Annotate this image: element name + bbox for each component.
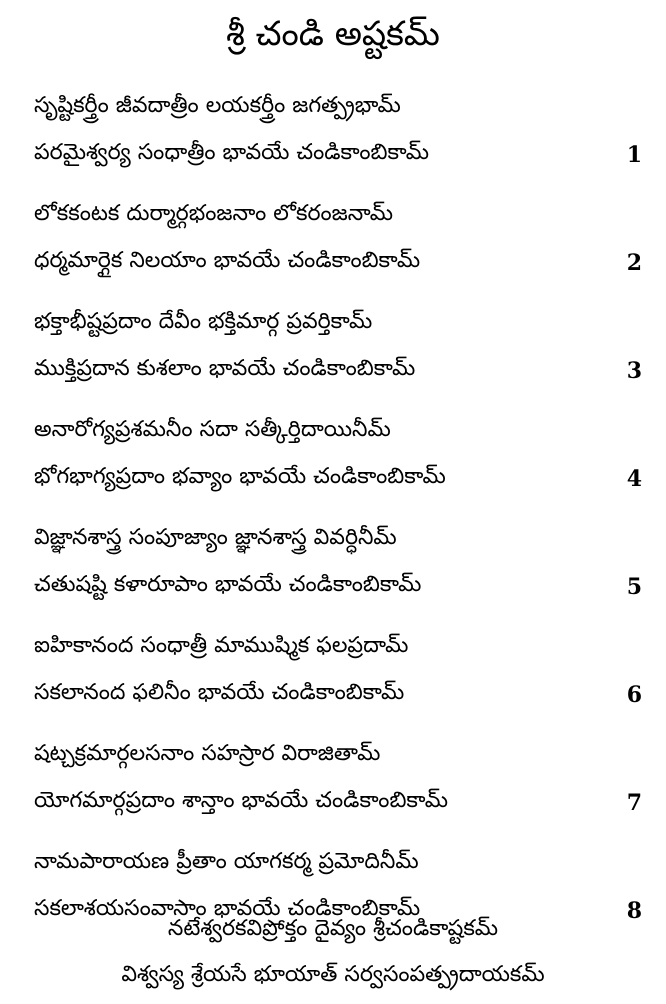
verse-number: 3 xyxy=(626,358,642,384)
verse-line: ముక్తిప్రదాన కుశలాం భావయే చండికాంబికామ్ xyxy=(34,356,416,381)
verse-2 xyxy=(34,196,646,304)
closing-line: విశ్వస్య శ్రేయసే భూయాత్ సర్వసంపత్ప్రదాయకమ్ xyxy=(121,962,545,987)
verse-line: అనారోగ్యప్రశమనీం సదా సత్కీర్తిదాయినీమ్ xyxy=(34,417,391,442)
verse-line: పరమైశ్వర్య సంధాత్రీం భావయే చండికాంబికామ్ xyxy=(34,140,430,165)
verse-number: 6 xyxy=(626,682,642,708)
verse-line: లోకకంటక దుర్మార్గభంజనాం లోకరంజనామ్ xyxy=(34,201,394,226)
verse-line: విజ్ఞానశాస్త్ర సంపూజ్యాం జ్ఞానశాస్త్ర వివర్ధినీమ్ xyxy=(34,525,397,550)
verse-line: చతుషష్టి కళారూపాం భావయే చండికాంబికామ్ xyxy=(34,572,422,597)
verse-6 xyxy=(34,628,646,736)
verse-line: సృష్టికర్త్రీం జీవదాత్రీం లయకర్త్రీం జగత్ప్రభామ్ xyxy=(34,93,401,118)
verse-1 xyxy=(34,88,646,196)
verse-number: 1 xyxy=(626,142,642,168)
verse-line: సకలాశయసంవాసాం భావయే చండికాంబికామ్ xyxy=(34,896,421,921)
verse-number: 2 xyxy=(626,250,642,276)
verse-line: యోగమార్గప్రదాం శాన్తాం భావయే చండికాంబికామ్ xyxy=(34,788,448,813)
verse-7 xyxy=(34,736,646,844)
closing-verse xyxy=(0,906,666,998)
verse-line: సకలానంద ఫలినీం భావయే చండికాంబికామ్ xyxy=(34,680,405,705)
verse-number: 5 xyxy=(626,574,642,600)
verse-line: నామపారాయణ ప్రీతాం యాగకర్మ ప్రమోదినీమ్ xyxy=(34,849,419,874)
verse-list xyxy=(34,88,646,952)
verse-line: షట్చక్రమార్గలసనాం సహస్రార విరాజితామ్ xyxy=(34,741,381,766)
verse-line: భోగభాగ్యప్రదాం భవ్యాం భావయే చండికాంబికామ్ xyxy=(34,464,446,489)
verse-line: ధర్మమార్గైక నిలయాం భావయే చండికాంబికామ్ xyxy=(34,248,421,273)
verse-line: ఐహికానంద సంధాత్రీ మాముష్మిక ఫలప్రదామ్ xyxy=(34,633,409,658)
page-title: శ్రీ చండి అష్టకమ్ xyxy=(226,14,440,54)
verse-3 xyxy=(34,304,646,412)
verse-5 xyxy=(34,520,646,628)
verse-number: 7 xyxy=(626,790,642,816)
verse-4 xyxy=(34,412,646,520)
verse-number: 8 xyxy=(626,898,642,924)
closing-line: నటేశ్వరకవిప్రోక్తం దైవ్యం శ్రీచండికాష్టకమ్ xyxy=(167,916,499,941)
verse-line: భక్తాభీష్టప్రదాం దేవీం భక్తిమార్గ ప్రవర్తికామ్ xyxy=(34,309,373,334)
verse-number: 4 xyxy=(626,466,642,492)
